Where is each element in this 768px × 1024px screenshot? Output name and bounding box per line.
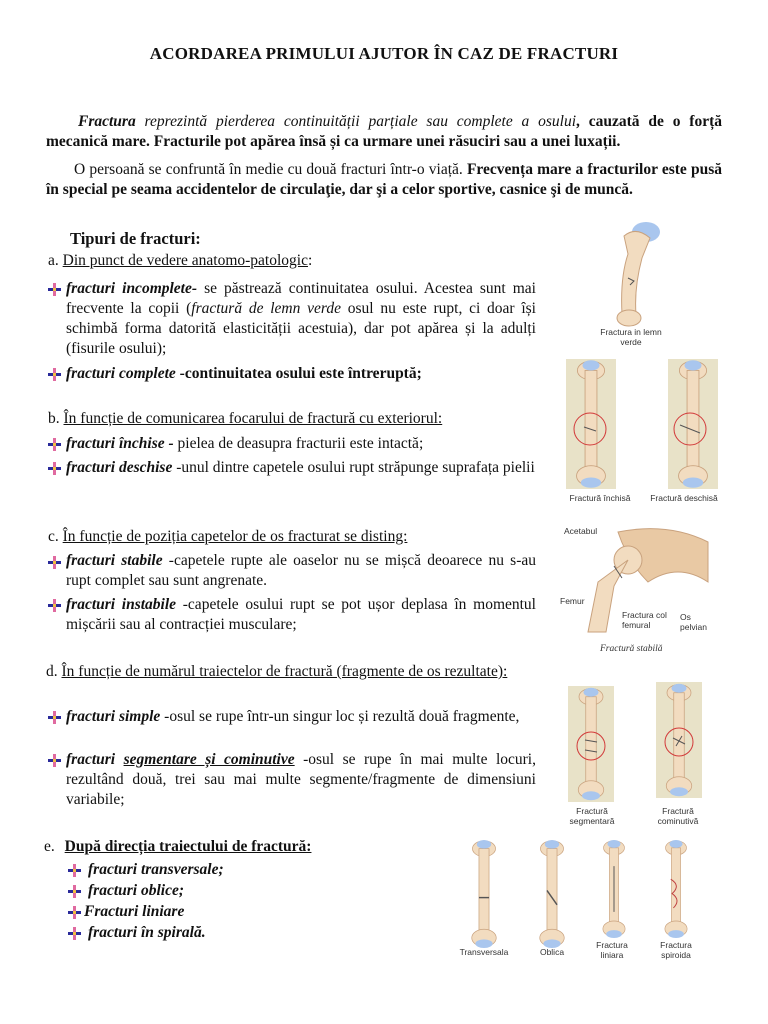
item-text: -unul dintre capetele osului rupt străpunge suprafața pielii: [172, 459, 535, 476]
list-item: fracturi în spirală.: [88, 924, 206, 941]
section-c-title: În funcție de poziția capetelor de os fracturat se disting:: [62, 528, 408, 545]
intro-paragraph-2: [46, 160, 722, 200]
fractura-definition: reprezintă pierderea continuității parțiale sau complete a osului: [135, 113, 577, 130]
fractura-tail: Fracturile pot apărea însă și ca urmare unei răsuciri sau a unei luxații.: [149, 133, 621, 150]
greenstick-caption: Fractura in lemn verde: [600, 327, 662, 347]
section-a-title: Din punct de vedere anatomo-patologic: [62, 252, 308, 269]
acetabul-label: Acetabul: [564, 526, 598, 536]
list-item: fracturi oblice;: [88, 882, 184, 899]
bullet-icon: [48, 556, 61, 569]
list-item: Fracturi liniare: [84, 903, 185, 920]
fractura-cause: , cauzată de o forță mecanică mare.: [46, 113, 722, 150]
cominutiva-caption: Fractură cominutivă: [657, 806, 699, 826]
bullet-icon: [48, 438, 61, 451]
transverse-fracture-image: [460, 840, 508, 948]
section-a-letter: a.: [48, 252, 59, 269]
item-term: fracturi stabile: [66, 552, 163, 569]
section-c-letter: c.: [48, 528, 59, 545]
femur-label: Femur: [560, 596, 585, 606]
item-text: -capetele rupte ale oaselor nu se mișcă deoarece nu s-au rupt complet sau sunt angrenate.: [66, 552, 536, 589]
list-item: [66, 750, 536, 810]
comminuted-fracture-image: [656, 682, 702, 798]
item-note: fractură de lemn verde: [191, 300, 341, 317]
bullet-icon: [68, 927, 81, 940]
section-a-suffix: :: [307, 252, 313, 269]
list-item: [66, 707, 536, 727]
list-item: [66, 551, 536, 591]
open-fracture-image: [668, 359, 718, 489]
col-femural-label: Fractura col femural: [622, 610, 667, 630]
spiral-fracture-image: [652, 840, 700, 938]
item-text: se păstrează continuitatea osului. Acestea sunt mai frecvente la copii (: [66, 280, 536, 317]
intro-sentence-a: O persoană se confruntă în medie cu două fracturi într-o viață.: [74, 161, 463, 178]
section-d-heading: [46, 662, 536, 682]
greenstick-fracture-image: [606, 218, 666, 328]
closed-caption: Fractură închisă: [569, 493, 631, 503]
section-e-letter: e.: [44, 838, 55, 855]
item-text-2: osul nu este rupt, ci doar își schimbă forma datorită elasticității acestuia), dar pot apărea și la adulți (fisurile osului);: [66, 300, 536, 357]
liniara-caption: Fractura liniara: [596, 940, 628, 960]
bullet-icon: [68, 864, 81, 877]
bullet-icon: [48, 599, 61, 612]
section-c-heading: [48, 528, 407, 546]
oblique-fracture-image: [528, 840, 576, 948]
bullet-icon: [68, 885, 81, 898]
section-b-letter: b.: [48, 410, 60, 427]
item-text: -osul se rupe în mai multe locuri, rezultând două, trei sau mai multe segmente/fragmente de dimensiuni variabile;: [66, 751, 536, 808]
linear-fracture-image: [590, 840, 638, 938]
closed-fracture-image: [566, 359, 616, 489]
item-term: fracturi închise -: [66, 435, 174, 452]
bullet-icon: [48, 368, 61, 381]
section-b-heading: [48, 410, 442, 428]
item-term: fracturi: [66, 751, 124, 768]
item-text: -osul se rupe într-un singur loc și rezultă două fragmente,: [160, 708, 520, 725]
page-title: ACORDAREA PRIMULUI AJUTOR ÎN CAZ DE FRACTURI: [149, 44, 619, 63]
os-pelvian-label: Os pelvian: [680, 612, 707, 632]
item-term: fracturi deschise: [66, 459, 173, 476]
term-fractura: Fractura: [78, 113, 136, 130]
item-text: -continuitatea osului este întreruptă;: [175, 365, 422, 382]
bullet-icon: [48, 711, 61, 724]
bullet-icon: [48, 754, 61, 767]
transversala-caption: Transversala: [459, 947, 509, 957]
bullet-icon: [48, 283, 61, 296]
intro-paragraph-1: [46, 112, 722, 152]
section-e-title: După direcția traiectului de fractură:: [64, 838, 312, 855]
list-item: [66, 595, 536, 635]
open-caption: Fractură deschisă: [650, 493, 718, 503]
segmental-fracture-image: [568, 686, 614, 802]
item-term: fracturi instabile: [66, 596, 177, 613]
intro-sentence-b: Frecvența mare a fracturilor este pusă în special pe seama accidentelor de circulaţie, dar şi a celor sportive, casnice şi de muncă.: [46, 161, 723, 198]
types-heading: Tipuri de fracturi:: [70, 229, 201, 248]
section-e-heading: [44, 838, 311, 856]
spiroida-caption: Fractura spiroida: [660, 940, 692, 960]
list-item: [66, 458, 536, 478]
item-text: -capetele osului rupt se pot ușor deplasa în momentul mișcării sau al contracției musculare;: [66, 596, 536, 633]
list-item: [66, 434, 536, 454]
oblica-caption: Oblica: [539, 947, 565, 957]
list-item: [66, 364, 536, 384]
section-d-title: În funcție de numărul traiectelor de fractură (fragmente de os rezultate):: [61, 663, 508, 680]
bullet-icon: [68, 906, 81, 919]
stable-caption: Fractură stabilă: [600, 644, 663, 654]
bullet-icon: [48, 462, 61, 475]
item-term: fracturi complete: [66, 365, 176, 382]
segmentara-caption: Fractură segmentară: [569, 806, 615, 826]
list-item: [66, 279, 536, 359]
item-term-2: segmentare și cominutive: [123, 751, 295, 768]
section-d-letter: d.: [46, 663, 58, 680]
item-text: pielea de deasupra fracturii este intactă;: [173, 435, 424, 452]
section-a-heading: [48, 252, 312, 270]
item-term: fracturi incomplete-: [66, 280, 198, 297]
item-term: fracturi simple: [66, 708, 161, 725]
section-b-title: În funcție de comunicarea focarului de fractură cu exteriorul:: [63, 410, 443, 427]
list-item: fracturi transversale;: [88, 861, 224, 878]
